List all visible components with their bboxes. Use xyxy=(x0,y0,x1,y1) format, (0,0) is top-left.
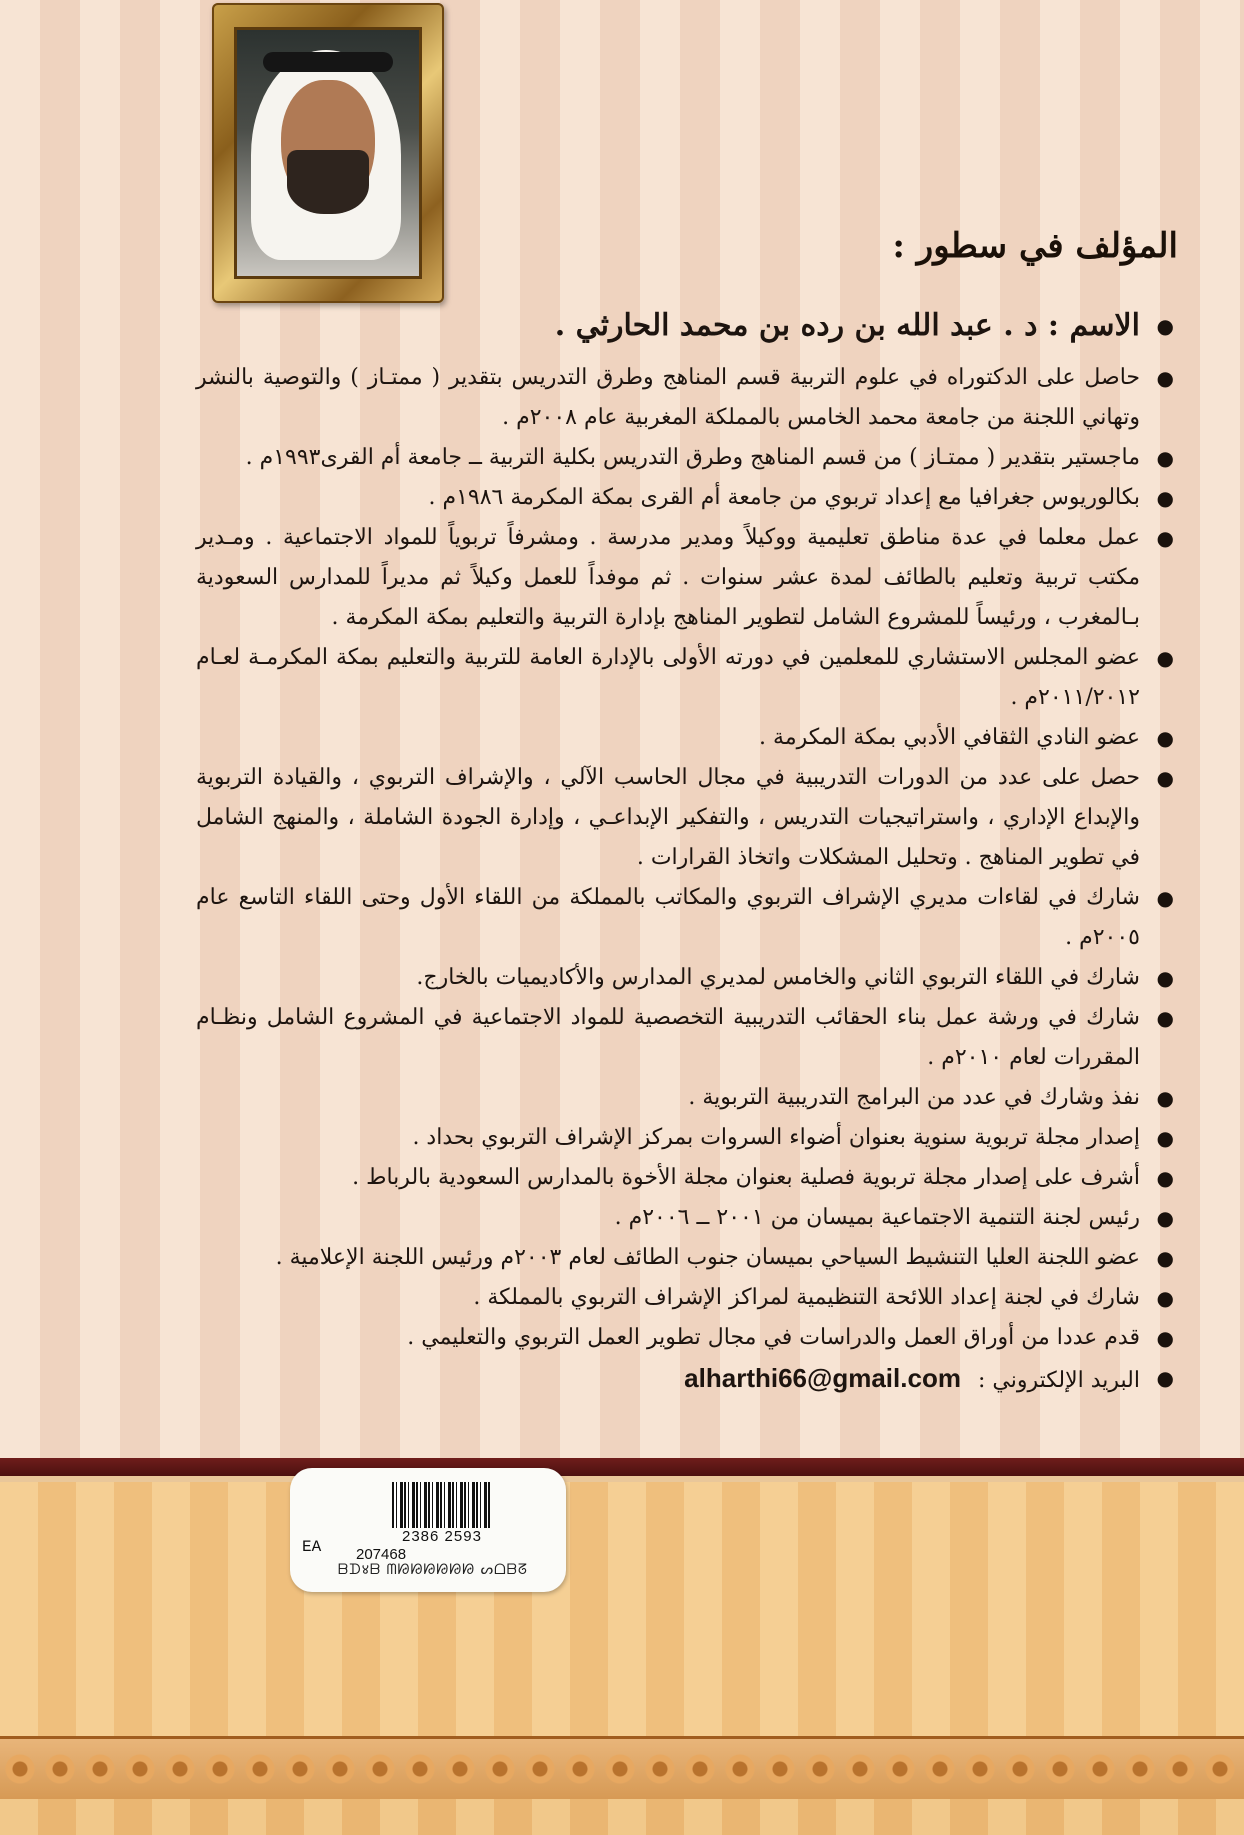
author-photo xyxy=(234,27,422,279)
list-item-text: شارك في اللقاء التربوي الثاني والخامس لمديري المدارس والأكاديميات بالخارج. xyxy=(416,965,1140,990)
agal xyxy=(263,52,393,72)
email-address[interactable]: alharthi66@gmail.com xyxy=(684,1363,961,1393)
list-item-text: ماجستير بتقدير ( ممتـاز ) من قسم المناهج وطرق التدريس بكلية التربية ــ جامعة أم القرى١٩٩٣م . xyxy=(245,445,1140,470)
section-heading: المؤلف في سطور : xyxy=(892,226,1178,266)
bullet-icon: ● xyxy=(1156,886,1174,910)
email-label: البريد الإلكتروني : xyxy=(977,1368,1140,1393)
list-item-text: شارك في ورشة عمل بناء الحقائب التدريبية التخصصية للمواد الاجتماعية في المشروع الشامل ونظـام المقررات لعام ٢٠١٠م . xyxy=(196,1005,1140,1070)
list-item-text: حصل على عدد من الدورات التدريبية في مجال الحاسب الآلي ، والإشراف التربوي ، والقيادة التربوية والإبداع الإداري ، واستراتيجيات التدريس ، والتفكير الإبداعـي ، وإدارة الجودة الشاملة ، والمنهج الشامل في تطوير المناهج . وتحليل المشكلات واتخاذ القرارات . xyxy=(196,765,1140,870)
beard xyxy=(287,150,369,214)
list-item-text: شارك في لجنة إعداد اللائحة التنظيمية لمراكز الإشراف التربوي بالمملكة . xyxy=(473,1285,1140,1310)
bullet-icon: ● xyxy=(1156,966,1174,990)
list-item xyxy=(196,1198,1182,1238)
bullet-icon: ● xyxy=(1156,314,1174,338)
list-item-text: رئيس لجنة التنمية الاجتماعية بميسان من ٢٠٠١ ــ ٢٠٠٦م . xyxy=(614,1205,1140,1230)
barcode-number: 2386 2593 xyxy=(402,1528,482,1545)
list-item-text: نفذ وشارك في عدد من البرامج التدريبية التربوية . xyxy=(688,1085,1140,1110)
list-item-text: أشرف على إصدار مجلة تربوية فصلية بعنوان مجلة الأخوة بالمدارس السعودية بالرباط . xyxy=(352,1165,1140,1190)
bullet-icon: ● xyxy=(1156,766,1174,790)
sticker-code: 207468 xyxy=(356,1546,407,1563)
bullet-icon: ● xyxy=(1156,366,1174,390)
bullet-icon: ● xyxy=(1156,726,1174,750)
list-item-text: عضو اللجنة العليا التنشيط السياحي بميسان جنوب الطائف لعام ٢٠٠٣م ورئيس اللجنة الإعلامية . xyxy=(275,1245,1140,1270)
list-item xyxy=(196,718,1182,758)
bullet-icon: ● xyxy=(1156,486,1174,510)
list-item-name xyxy=(196,300,1182,352)
list-item xyxy=(196,878,1182,958)
list-item-email xyxy=(196,1358,1182,1401)
ornament-border xyxy=(0,1736,1244,1802)
list-item-text: عمل معلما في عدة مناطق تعليمية ووكيلاً ومدير مدرسة . ومشرفاً تربوياً للمواد الاجتماعية . ومـدير مكتب تربية وتعليم بالطائف لمدة عشر سنوات . ثم موفداً للعمل وكيلاً ثم مديراً للمدارس السعودية بـالمغرب ، ورئيساً للمشروع الشامل لتطوير المناهج بإدارة التربية والتعليم بمكة المكرمة . xyxy=(196,525,1140,630)
list-item xyxy=(196,1158,1182,1198)
bullet-icon: ● xyxy=(1156,1286,1174,1310)
bullet-icon: ● xyxy=(1156,1126,1174,1150)
bullet-icon: ● xyxy=(1156,1206,1174,1230)
list-item xyxy=(196,478,1182,518)
bullet-icon: ● xyxy=(1156,1366,1174,1390)
list-item xyxy=(196,1278,1182,1318)
list-item xyxy=(196,1078,1182,1118)
list-item-text: حاصل على الدكتوراه في علوم التربية قسم المناهج وطرق التدريس بتقدير ( ممتـاز ) والتوصية بالنشر وتهاني اللجنة من جامعة محمد الخامس بالمملكة المغربية عام ٢٠٠٨م . xyxy=(196,365,1140,430)
list-item-text: إصدار مجلة تربوية سنوية بعنوان أضواء السروات بمركز الإشراف التربوي بحداد . xyxy=(412,1125,1140,1150)
barcode-sticker xyxy=(290,1468,566,1592)
lower-strip xyxy=(0,1799,1244,1835)
bullet-icon: ● xyxy=(1156,526,1174,550)
list-item-text: بكالوريوس جغرافيا مع إعداد تربوي من جامعة أم القرى بمكة المكرمة ١٩٨٦م . xyxy=(428,485,1140,510)
bio-list xyxy=(196,300,1182,1401)
list-item xyxy=(196,1238,1182,1278)
bullet-icon: ● xyxy=(1156,646,1174,670)
list-item xyxy=(196,438,1182,478)
bullet-icon: ● xyxy=(1156,1246,1174,1270)
list-item xyxy=(196,518,1182,638)
list-item-text: عضو المجلس الاستشاري للمعلمين في دورته الأولى بالإدارة العامة للتربية والتعليم بمكة المكرمـة لعـام ٢٠١١/٢٠١٢م . xyxy=(196,645,1140,710)
barcode-icon xyxy=(392,1482,490,1528)
list-item xyxy=(196,638,1182,718)
bullet-icon: ● xyxy=(1156,446,1174,470)
list-item xyxy=(196,958,1182,998)
list-item xyxy=(196,758,1182,878)
bullet-icon: ● xyxy=(1156,1006,1174,1030)
list-item-text: عضو النادي الثقافي الأدبي بمكة المكرمة . xyxy=(759,725,1140,750)
bullet-icon: ● xyxy=(1156,1326,1174,1350)
list-item xyxy=(196,358,1182,438)
author-name: الاسم : د . عبد الله بن رده بن محمد الحارثي . xyxy=(554,308,1140,343)
list-item-text: شارك في لقاءات مديري الإشراف التربوي والمكاتب بالمملكة من اللقاء الأول وحتى اللقاء التاسع عام ٢٠٠٥م . xyxy=(196,885,1140,950)
bullet-icon: ● xyxy=(1156,1166,1174,1190)
divider-band xyxy=(0,1458,1244,1476)
sticker-code-line: ᗷᗪ४ᗷ ᗰᘙᘙᘙᘙᘙᘙ ᔕᗝᗷᘔ xyxy=(338,1562,528,1578)
list-item-text: قدم عددا من أوراق العمل والدراسات في مجال تطوير العمل التربوي والتعليمي . xyxy=(407,1325,1140,1350)
list-item xyxy=(196,1118,1182,1158)
sticker-ea: EA xyxy=(302,1538,322,1556)
list-item xyxy=(196,1318,1182,1358)
bullet-icon: ● xyxy=(1156,1086,1174,1110)
author-portrait-frame xyxy=(212,3,444,303)
list-item xyxy=(196,998,1182,1078)
